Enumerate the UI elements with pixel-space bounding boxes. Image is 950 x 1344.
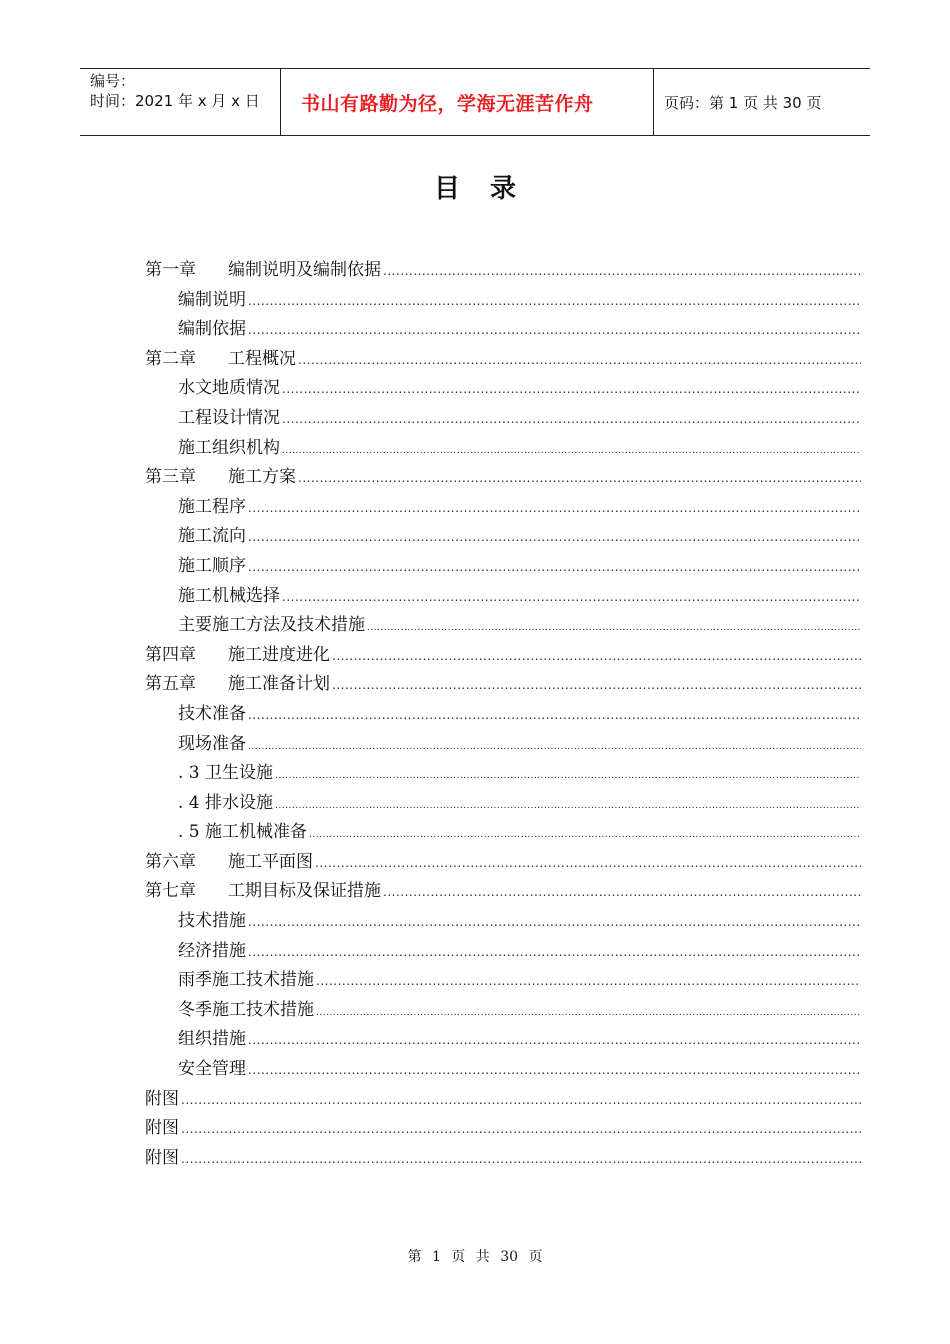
toc-entry[interactable] xyxy=(145,788,861,818)
toc-leader-dots xyxy=(282,412,861,426)
toc-entry[interactable] xyxy=(145,521,861,551)
toc-entry-title: 技术准备 xyxy=(178,703,246,724)
toc-leader-dots xyxy=(248,1033,861,1047)
toc-entry[interactable] xyxy=(145,669,861,699)
toc-entry[interactable] xyxy=(145,581,861,611)
header-page-info: 页码：第 1 页 共 30 页 xyxy=(664,93,822,112)
toc-leader-dots xyxy=(298,353,861,367)
toc-leader-dots xyxy=(332,678,861,692)
toc-entry[interactable] xyxy=(145,995,861,1025)
toc-leader-dots xyxy=(282,590,861,604)
toc-leader-dots xyxy=(181,1093,861,1107)
toc-entry-title: 施工准备计划 xyxy=(228,674,330,695)
toc-leader-dots xyxy=(332,649,861,663)
toc-entry-title: 施工程序 xyxy=(178,496,246,517)
toc-leader-dots xyxy=(298,471,861,485)
toc-entry-title: 附图 xyxy=(145,1088,179,1109)
toc-chapter-number: 第一章 xyxy=(145,260,196,280)
date-label: 时间：2021 年 x 月 x 日 xyxy=(90,92,260,110)
toc-leader-dots xyxy=(282,382,861,396)
toc-leader-dots xyxy=(315,856,861,870)
toc-entry-title: 施工组织机构 xyxy=(178,437,280,458)
toc-entry-title: 施工平面图 xyxy=(228,851,313,872)
toc-leader-dots xyxy=(248,560,861,574)
toc-leader-dots xyxy=(383,264,861,278)
toc-leader-dots xyxy=(248,323,861,337)
toc-entry[interactable] xyxy=(145,906,861,936)
toc-leader-dots xyxy=(316,974,861,988)
toc-entry-title: 水文地质情况 xyxy=(178,378,280,399)
toc-entry-title: 编制说明及编制依据 xyxy=(228,260,381,280)
toc-leader-dots xyxy=(248,915,861,929)
toc-entry[interactable] xyxy=(145,876,861,906)
toc-entry-title: 施工流向 xyxy=(178,526,246,547)
toc-entry[interactable] xyxy=(145,936,861,966)
toc-entry-title: 组织措施 xyxy=(178,1029,246,1050)
toc-leader-dots xyxy=(275,771,861,781)
toc-entry[interactable] xyxy=(145,255,861,285)
toc-entry-title: 工程概况 xyxy=(228,348,296,369)
toc-entry[interactable] xyxy=(145,403,861,433)
table-of-contents xyxy=(145,255,861,1172)
toc-entry-title: 经济措施 xyxy=(178,940,246,961)
toc-leader-dots xyxy=(309,830,861,840)
toc-entry-title: 施工机械选择 xyxy=(178,585,280,606)
toc-entry[interactable] xyxy=(145,433,861,463)
toc-entry[interactable] xyxy=(145,965,861,995)
toc-chapter-number: 第五章 xyxy=(145,674,196,695)
toc-entry-title: 雨季施工技术措施 xyxy=(178,970,314,991)
toc-chapter-number: 第二章 xyxy=(145,348,196,369)
toc-entry-title: 冬季施工技术措施 xyxy=(178,999,314,1020)
toc-leader-dots xyxy=(181,1122,861,1136)
toc-chapter-number: 第六章 xyxy=(145,851,196,872)
toc-entry[interactable] xyxy=(145,1054,861,1084)
toc-entry[interactable] xyxy=(145,729,861,759)
toc-leader-dots xyxy=(248,708,861,722)
toc-entry[interactable] xyxy=(145,344,861,374)
toc-chapter-number: 第三章 xyxy=(145,467,196,488)
toc-entry-title: 安全管理 xyxy=(178,1059,246,1080)
toc-entry-title: 工期目标及保证措施 xyxy=(228,881,381,902)
toc-entry[interactable] xyxy=(145,1143,861,1173)
toc-entry[interactable] xyxy=(145,492,861,522)
toc-entry[interactable] xyxy=(145,758,861,788)
toc-entry-title: 编制说明 xyxy=(178,289,246,310)
toc-entry[interactable] xyxy=(145,314,861,344)
toc-entry[interactable] xyxy=(145,1024,861,1054)
toc-entry-title: 现场准备 xyxy=(178,733,246,754)
toc-leader-dots xyxy=(248,501,861,515)
toc-leader-dots xyxy=(383,885,861,899)
toc-entry-title: . 5 施工机械准备 xyxy=(178,822,308,843)
toc-entry[interactable] xyxy=(145,373,861,403)
toc-leader-dots xyxy=(275,801,861,811)
toc-entry-title: 施工方案 xyxy=(228,467,296,488)
toc-leader-dots xyxy=(282,446,861,456)
header-motto: 书山有路勤为径，学海无涯苦作舟 xyxy=(281,69,654,135)
toc-leader-dots xyxy=(248,530,861,544)
toc-entry[interactable] xyxy=(145,699,861,729)
toc-entry[interactable] xyxy=(145,610,861,640)
number-label: 编号： xyxy=(90,72,136,90)
page-footer: 第 1 页 共 30 页 xyxy=(407,1249,543,1265)
toc-entry[interactable] xyxy=(145,1113,861,1143)
toc-leader-dots xyxy=(367,623,861,633)
toc-entry[interactable] xyxy=(145,462,861,492)
toc-leader-dots xyxy=(248,1063,861,1077)
toc-entry-title: 附图 xyxy=(145,1118,179,1139)
toc-entry-title: 编制依据 xyxy=(178,319,246,340)
header-meta xyxy=(80,69,281,135)
toc-entry[interactable] xyxy=(145,1084,861,1114)
toc-entry-title: 施工进度进化 xyxy=(228,644,330,665)
toc-leader-dots xyxy=(248,945,861,959)
toc-entry-title: 施工顺序 xyxy=(178,555,246,576)
toc-entry-title: 工程设计情况 xyxy=(178,407,280,428)
toc-entry[interactable] xyxy=(145,640,861,670)
page-title: 目录 xyxy=(433,174,546,204)
toc-entry[interactable] xyxy=(145,285,861,315)
toc-leader-dots xyxy=(248,294,861,308)
toc-leader-dots xyxy=(181,1152,861,1166)
page-header xyxy=(80,68,870,136)
toc-entry[interactable] xyxy=(145,551,861,581)
toc-entry[interactable] xyxy=(145,817,861,847)
toc-leader-dots xyxy=(316,1008,861,1018)
toc-chapter-number: 第七章 xyxy=(145,881,196,902)
toc-entry-title: . 3 卫生设施 xyxy=(178,763,274,784)
toc-chapter-number: 第四章 xyxy=(145,644,196,665)
toc-entry-title: . 4 排水设施 xyxy=(178,792,274,813)
toc-entry-title: 技术措施 xyxy=(178,911,246,932)
toc-leader-dots xyxy=(248,742,861,752)
toc-entry-title: 附图 xyxy=(145,1147,179,1168)
toc-entry-title: 主要施工方法及技术措施 xyxy=(178,615,365,636)
toc-entry[interactable] xyxy=(145,847,861,877)
